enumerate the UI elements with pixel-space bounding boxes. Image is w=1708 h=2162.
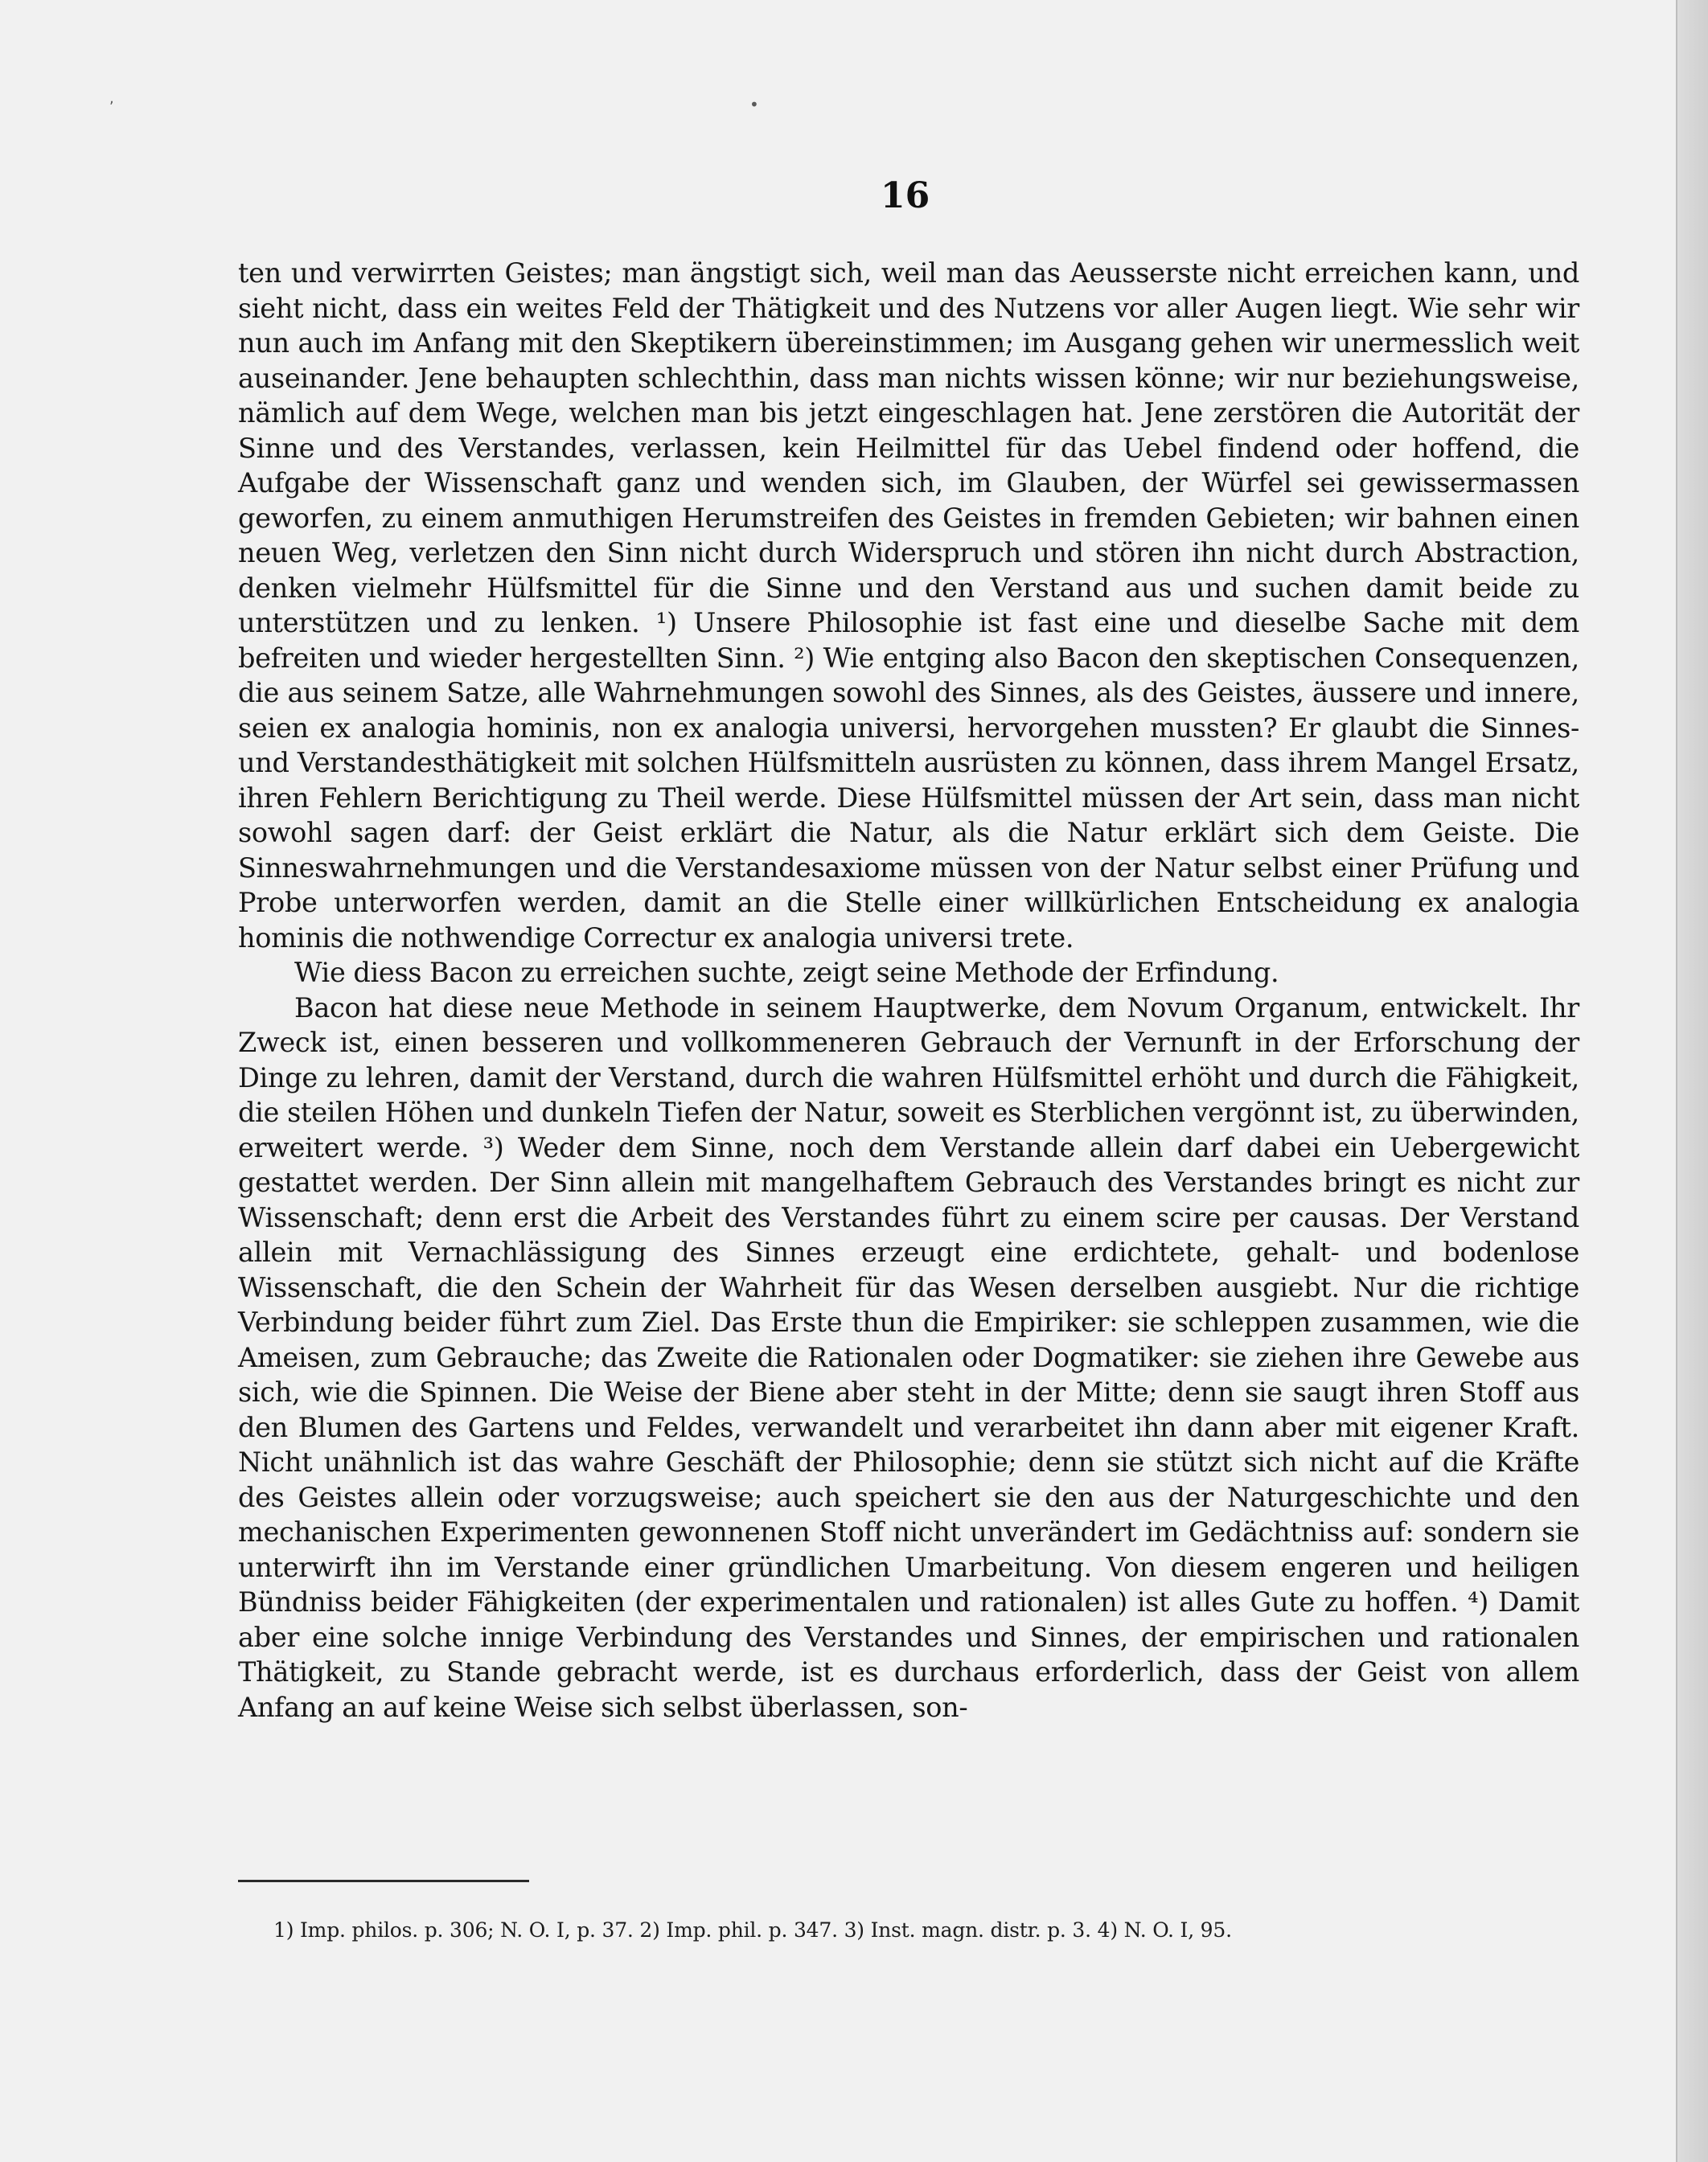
print-speck: , bbox=[109, 90, 114, 107]
page-number: 16 bbox=[881, 175, 930, 216]
print-speck: • bbox=[749, 95, 759, 114]
footnotes: 1) Imp. philos. p. 306; N. O. I, p. 37. 2) Imp. phil. p. 347. 3) Inst. magn. distr. p. 3. 4) N. O. I, 95. bbox=[273, 1918, 1232, 1942]
paragraph: ten und verwirrten Geistes; man ängstigt sich, weil man das Aeusserste nicht erreichen kann, und sieht nicht, dass ein weites Feld der Thätigkeit und des Nutzens vor aller Augen liegt. Wie sehr wir nun auch im Anfang mit den Skeptikern übereinstimmen; im Ausgang gehen wir unermesslich weit auseinander. Jene behaupten schlechthin, dass man nichts wissen könne; wir nur beziehungsweise, nämlich auf dem Wege, welchen man bis jetzt eingeschlagen hat. Jene zerstören die Autorität der Sinne und des Verstandes, verlassen, kein Heilmittel für das Uebel findend oder hoffend, die Aufgabe der Wissenschaft ganz und wenden sich, im Glauben, der Würfel sei gewissermassen geworfen, zu einem anmuthigen Herumstreifen des Geistes in fremden Gebieten; wir bahnen einen neuen Weg, verletzen den Sinn nicht durch Widerspruch und stören ihn nicht durch Abstraction, denken vielmehr Hülfsmittel für die Sinne und den Verstand aus und suchen damit beide zu unterstützen und zu lenken. ¹) Unsere Philosophie ist fast eine und dieselbe Sache mit dem befreiten und wieder hergestellten Sinn. ²) Wie entging also Bacon den skeptischen Consequenzen, die aus seinem Satze, alle Wahrnehmungen sowohl des Sinnes, als des Geistes, äussere und innere, seien ex analogia hominis, non ex analogia universi, hervorgehen mussten? Er glaubt die Sinnes- und Verstandesthätigkeit mit solchen Hülfsmitteln ausrüsten zu können, dass ihrem Mangel Ersatz, ihren Fehlern Berichtigung zu Theil werde. Diese Hülfsmittel müssen der Art sein, dass man nicht sowohl sagen darf: der Geist erklärt die Natur, als die Natur erklärt sich dem Geiste. Die Sinneswahrnehmungen und die Verstandesaxiome müssen von der Natur selbst einer Prüfung und Probe unterworfen werden, damit an die Stelle einer willkürlichen Entscheidung ex analogia hominis die nothwendige Correctur ex analogia universi trete. bbox=[238, 257, 1579, 954]
paragraph: Bacon hat diese neue Methode in seinem Hauptwerke, dem Novum Organum, entwickelt. Ihr Zweck ist, einen besseren und vollkommeneren Gebrauch der Vernunft in der Erforschung der Dinge zu lehren, damit der Verstand, durch die wahren Hülfsmittel erhöht und durch die Fähigkeit, die steilen Höhen und dunkeln Tiefen der Natur, soweit es Sterblichen vergönnt ist, zu überwinden, erweitert werde. ³) Weder dem Sinne, noch dem Verstande allein darf dabei ein Uebergewicht gestattet werden. Der Sinn allein mit mangelhaftem Gebrauch des Verstandes bringt es nicht zur Wissenschaft; denn erst die Arbeit des Verstandes führt zu einem scire per causas. Der Verstand allein mit Vernachlässigung des Sinnes erzeugt eine erdichtete, gehalt- und bodenlose Wissenschaft, die den Schein der Wahrheit für das Wesen derselben ausgiebt. Nur die richtige Verbindung beider führt zum Ziel. Das Erste thun die Empiriker: sie schleppen zusammen, wie die Ameisen, zum Gebrauche; das Zweite die Rationalen oder Dogmatiker: sie ziehen ihre Gewebe aus sich, wie die Spinnen. Die Weise der Biene aber steht in der Mitte; denn sie saugt ihren Stoff aus den Blumen des Gartens und Feldes, verwandelt und verarbeitet ihn dann aber mit eigener Kraft. Nicht unähnlich ist das wahre Geschäft der Philosophie; denn sie stützt sich nicht auf die Kräfte des Geistes allein oder vorzugsweise; auch speichert sie den aus der Naturgeschichte und den mechanischen Experimenten gewonnenen Stoff nicht unverändert im Gedächtniss auf: sondern sie unterwirft ihn im Verstande einer gründlichen Umarbeitung. Von diesem engeren und heiligen Bündniss beider Fähigkeiten (der experimentalen und rationalen) ist alles Gute zu hoffen. ⁴) Damit aber eine solche innige Verbindung des Verstandes und Sinnes, der empirischen und rationalen Thätigkeit, zu Stande gebracht werde, ist es durchaus erforderlich, dass der Geist von allem Anfang an auf keine Weise sich selbst überlassen, son- bbox=[238, 991, 1579, 1723]
page-edge bbox=[1676, 0, 1708, 2162]
body-text bbox=[238, 256, 1579, 1725]
footnote-divider bbox=[238, 1880, 529, 1882]
paragraph: Wie diess Bacon zu erreichen suchte, zeigt seine Methode der Erfindung. bbox=[294, 957, 1279, 988]
